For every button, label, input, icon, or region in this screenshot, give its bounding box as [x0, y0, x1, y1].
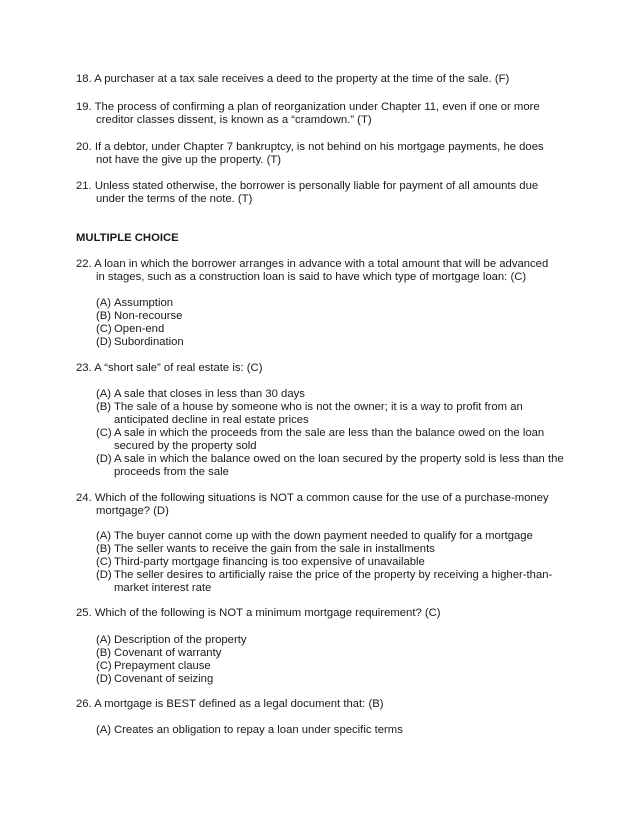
mc-question-22: [76, 258, 576, 284]
question-text-continuation: not have the give up the property. (T): [96, 154, 282, 166]
option-label: (B): [96, 310, 112, 322]
question-text: 21. Unless stated otherwise, the borrower is personally liable for payment of all amounts due: [76, 180, 539, 192]
option-label: (D): [96, 673, 112, 685]
mc-question-23: [76, 362, 576, 375]
option-d: [96, 673, 566, 686]
option-a: [96, 388, 566, 401]
question-text-continuation: in stages, such as a construction loan is said to have which type of mortgage loan: (C): [96, 271, 527, 283]
question-text-continuation: mortgage? (D): [96, 505, 169, 517]
option-text: A sale in which the proceeds from the sale are less than the balance owed on the loan secured by the property sold: [114, 427, 545, 452]
option-text: The seller desires to artificially raise the price of the property by receiving a higher-than-market interest rate: [114, 569, 553, 594]
question-text: 25. Which of the following is NOT a minimum mortgage requirement? (C): [76, 607, 441, 619]
option-label: (C): [96, 323, 112, 335]
option-label: (A): [96, 634, 112, 646]
section-heading: MULTIPLE CHOICE: [76, 232, 179, 244]
question-text: 24. Which of the following situations is NOT a common cause for the use of a purchase-money: [76, 492, 549, 504]
question-text-continuation: creditor classes dissent, is known as a “cramdown.” (T): [96, 114, 372, 126]
option-label: (D): [96, 453, 112, 465]
mc-question-26: [76, 698, 576, 711]
option-text: A sale in which the balance owed on the loan secured by the property sold is less than the proceeds from the sale: [114, 453, 564, 478]
option-label: (B): [96, 647, 112, 659]
option-a: [96, 634, 566, 647]
question-text: 19. The process of confirming a plan of reorganization under Chapter 11, even if one or more: [76, 101, 540, 113]
option-d: [96, 453, 566, 479]
option-text: Description of the property: [114, 634, 247, 646]
option-a: [96, 724, 566, 737]
option-text: Open-end: [114, 323, 165, 335]
option-label: (A): [96, 530, 112, 542]
option-b: [96, 543, 566, 556]
option-label: (A): [96, 724, 112, 736]
option-text: Non-recourse: [114, 310, 183, 322]
option-b: [96, 401, 566, 427]
option-label: (D): [96, 569, 112, 581]
options-26: [96, 724, 566, 737]
tf-item-20: [76, 141, 576, 167]
option-text: Subordination: [114, 336, 184, 348]
question-text: 23. A “short sale” of real estate is: (C): [76, 362, 263, 374]
option-text: Creates an obligation to repay a loan under specific terms: [114, 724, 403, 736]
option-label: (A): [96, 388, 112, 400]
option-label: (C): [96, 556, 112, 568]
option-text: The buyer cannot come up with the down payment needed to qualify for a mortgage: [114, 530, 533, 542]
option-d: [96, 336, 566, 349]
option-label: (C): [96, 660, 112, 672]
mc-question-25: [76, 607, 576, 620]
option-text: A sale that closes in less than 30 days: [114, 388, 305, 400]
option-c: [96, 323, 566, 336]
tf-item-21: [76, 180, 576, 206]
option-b: [96, 647, 566, 660]
option-text: The sale of a house by someone who is not the owner; it is a way to profit from an anticipated decline in real estate prices: [114, 401, 523, 426]
option-c: [96, 660, 566, 673]
option-b: [96, 310, 566, 323]
option-text: Third-party mortgage financing is too expensive of unavailable: [114, 556, 425, 568]
options-24: [96, 530, 566, 595]
option-label: (A): [96, 297, 112, 309]
options-23: [96, 388, 566, 479]
option-text: Covenant of warranty: [114, 647, 222, 659]
option-a: [96, 297, 566, 310]
options-25: [96, 634, 566, 686]
question-text: 26. A mortgage is BEST defined as a legal document that: (B): [76, 698, 384, 710]
option-label: (B): [96, 401, 112, 413]
option-a: [96, 530, 566, 543]
question-text: 22. A loan in which the borrower arranges in advance with a total amount that will be advanced: [76, 258, 549, 270]
option-text: Assumption: [114, 297, 174, 309]
question-text: 20. If a debtor, under Chapter 7 bankruptcy, is not behind on his mortgage payments, he does: [76, 141, 544, 153]
option-c: [96, 427, 566, 453]
option-d: [96, 569, 566, 595]
option-label: (B): [96, 543, 112, 555]
option-c: [96, 556, 566, 569]
question-text: 18. A purchaser at a tax sale receives a deed to the property at the time of the sale. (F): [76, 73, 510, 85]
option-label: (C): [96, 427, 112, 439]
tf-item-18: [76, 73, 576, 86]
tf-item-19: [76, 101, 576, 127]
question-text-continuation: under the terms of the note. (T): [96, 193, 253, 205]
option-text: Covenant of seizing: [114, 673, 214, 685]
options-22: [96, 297, 566, 349]
option-text: Prepayment clause: [114, 660, 211, 672]
mc-question-24: [76, 492, 576, 518]
option-text: The seller wants to receive the gain from the sale in installments: [114, 543, 435, 555]
option-label: (D): [96, 336, 112, 348]
